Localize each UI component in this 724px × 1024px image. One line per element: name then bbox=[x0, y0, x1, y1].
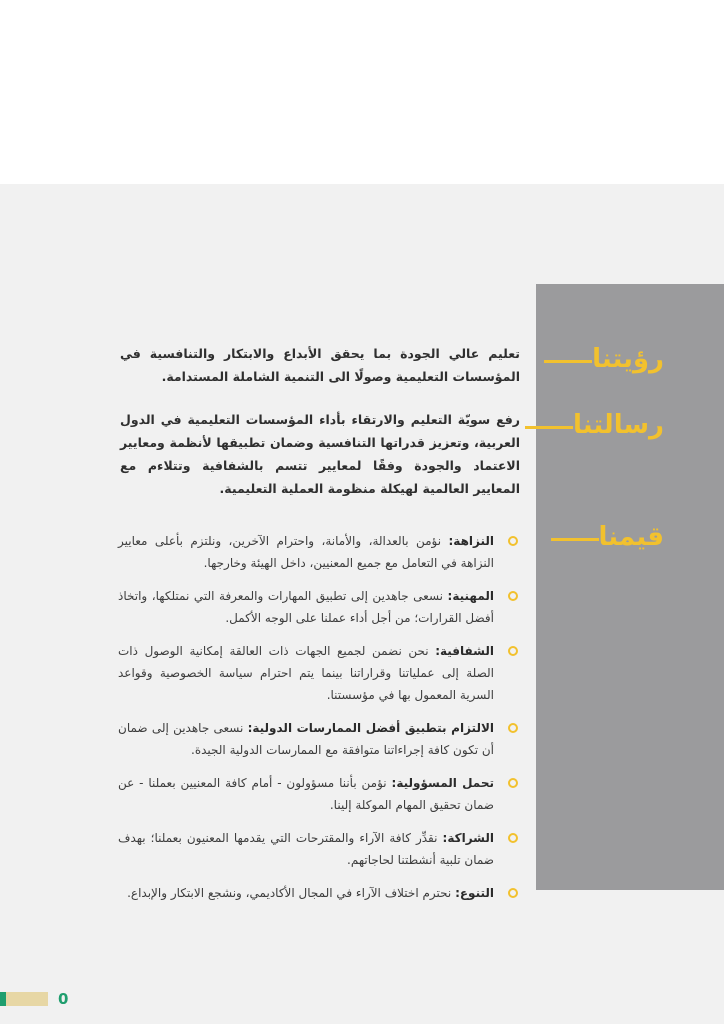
bullet-icon bbox=[508, 778, 518, 788]
mission-heading: رسالتنا bbox=[534, 408, 664, 442]
vision-text: تعليم عالي الجودة بما يحقق الأبداع والابتكار والتنافسية في المؤسسات التعليمية وصولًا الى التنمية الشاملة المستدامة. bbox=[120, 346, 520, 384]
top-blank-area bbox=[0, 0, 724, 184]
value-item-transparency: الشفافية: نحن نضمن لجميع الجهات ذات العالقة إمكانية الوصول ذات الصلة إلى عملياتنا وقراراتنا بينما يتم احترام سياسة الخصوصية وقواعد السرية المعمول بها في مؤسستنا. bbox=[118, 640, 520, 706]
value-item-best-practices: الالتزام بتطبيق أفضل الممارسات الدولية: نسعى جاهدين إلى ضمان أن تكون كافة إجراءاتنا متوافقة مع الممارسات الدولية الجيدة. bbox=[118, 717, 520, 761]
page-number: 0 bbox=[58, 990, 69, 1008]
value-item-integrity: النزاهة: نؤمن بالعدالة، والأمانة، واحترام الآخرين، ونلتزم بأعلى معايير النزاهة في التعامل مع جميع المعنيين، داخل الهيئة وخارجها. bbox=[118, 530, 520, 574]
footer-bar bbox=[6, 992, 48, 1006]
side-panel bbox=[536, 284, 724, 890]
bullet-icon bbox=[508, 723, 518, 733]
bullet-icon bbox=[508, 833, 518, 843]
vision-heading: رؤيتنا bbox=[534, 342, 664, 376]
value-item-diversity: التنوع: نحترم اختلاف الآراء في المجال الأكاديمي، ونشجع الابتكار والإبداع. bbox=[118, 882, 520, 904]
bullet-icon bbox=[508, 591, 518, 601]
bullet-icon bbox=[508, 646, 518, 656]
values-heading: قيمنا bbox=[534, 520, 664, 554]
value-item-partnership: الشراكة: نقدِّر كافة الآراء والمقترحات التي يقدمها المعنيون بعملنا؛ بهدف ضمان تلبية أنشطتنا لحاجاتهم. bbox=[118, 827, 520, 871]
bullet-icon bbox=[508, 536, 518, 546]
value-item-responsibility: تحمل المسؤولية: نؤمن بأننا مسؤولون - أمام كافة المعنيين بعملنا - عن ضمان تحقيق المهام الموكلة إلينا. bbox=[118, 772, 520, 816]
heading-underline bbox=[525, 426, 573, 429]
heading-underline bbox=[544, 360, 592, 363]
mission-text: رفع سويّة التعليم والارتقاء بأداء المؤسسات التعليمية في الدول العربية، وتعزيز قدراتها التنافسية وضمان تطبيقها لأنظمة ومعايير الاعتماد والجودة وفقًا لمعايير تتسم بالشفافية وتتلاءم مع المعايير العالمية لهيكلة منظومة العملية التعليمية. bbox=[120, 412, 520, 496]
heading-underline bbox=[551, 538, 599, 541]
values-list bbox=[118, 530, 520, 915]
value-item-professionalism: المهنية: نسعى جاهدين إلى تطبيق المهارات والمعرفة التي نمتلكها، واتخاذ أفضل القرارات؛ من أجل أداء عملنا على الوجه الأكمل. bbox=[118, 585, 520, 629]
bullet-icon bbox=[508, 888, 518, 898]
